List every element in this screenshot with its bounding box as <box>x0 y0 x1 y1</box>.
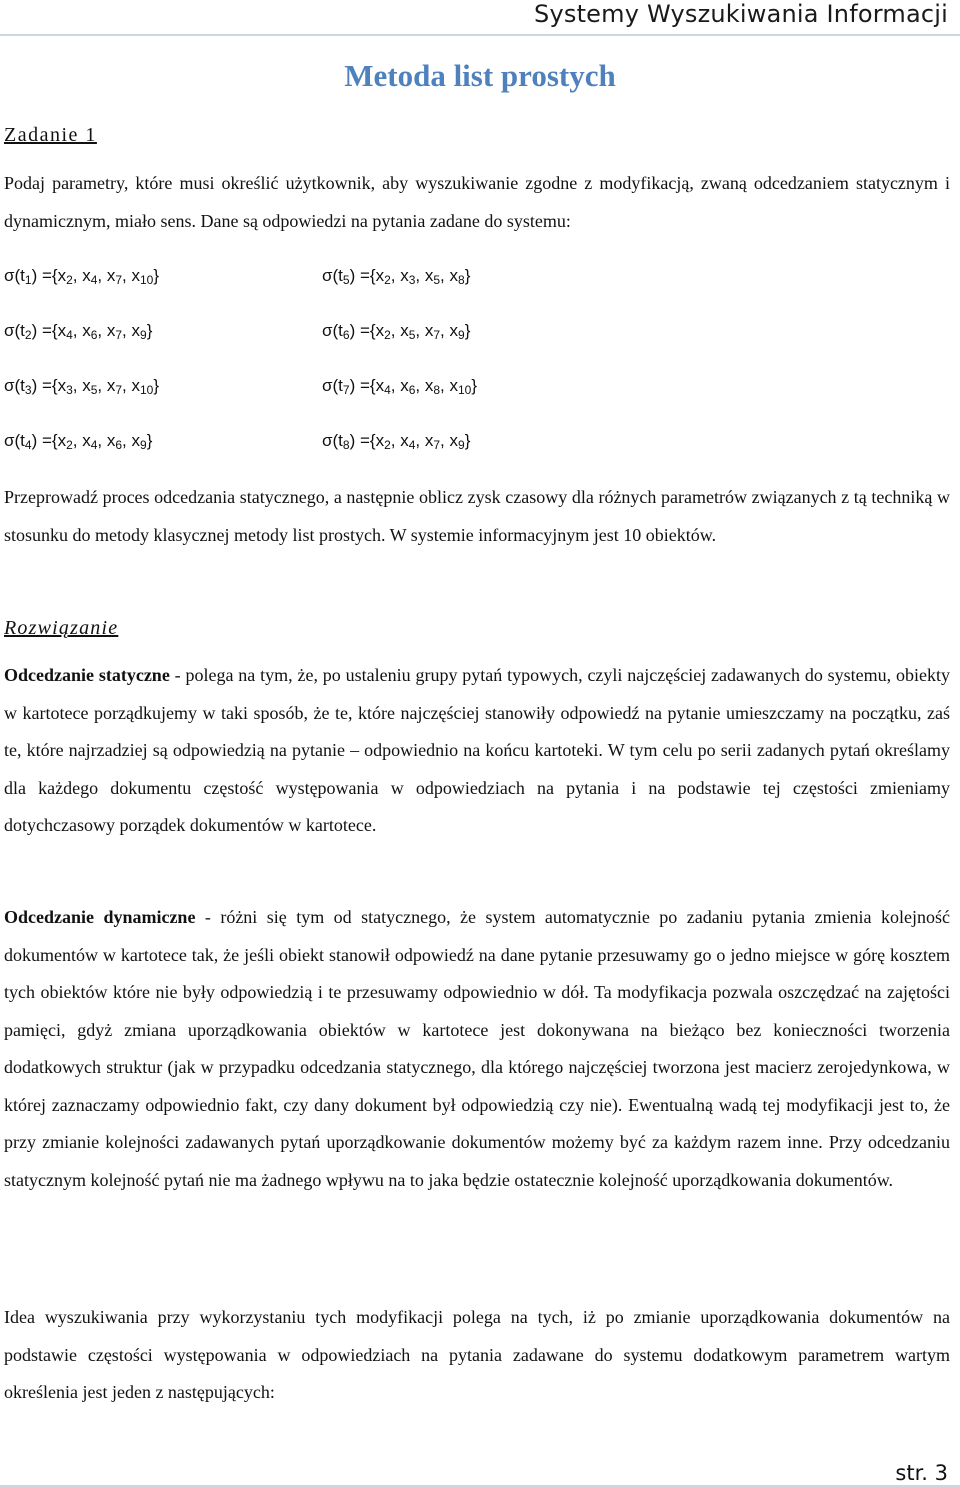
static-paragraph <box>4 657 950 845</box>
query-index: 8 <box>342 438 350 452</box>
query-index: 6 <box>342 328 350 342</box>
query-index: 7 <box>342 383 350 397</box>
query-index: 3 <box>24 383 32 397</box>
document-index: 7 <box>433 438 441 452</box>
document-index: 4 <box>408 438 416 452</box>
document-index: 3 <box>66 383 73 397</box>
answer-set: $\sigma(t_2) =\{x_4$, $x_6$, $x_7$, $x_9$} <box>4 321 153 342</box>
query-index: 4 <box>24 438 32 452</box>
document-index: 2 <box>66 438 73 452</box>
query-index: 2 <box>24 328 32 342</box>
document-index: 4 <box>90 273 98 287</box>
document-index: 2 <box>66 273 73 287</box>
document-index: 9 <box>140 328 147 342</box>
header-divider <box>0 34 960 36</box>
intro-paragraph: Podaj parametry, które musi określić użytkownik, aby wyszukiwanie zgodne z modyfikacją, zwaną odcedzaniem statycznym i dynamicznym, miało sens. Dane są odpowiedzi na pytania zadane do systemu: <box>4 173 950 231</box>
solution-heading: Rozwiązanie <box>4 617 119 639</box>
page-number: str. 3 <box>895 1461 948 1485</box>
answer-set: $\sigma(t_4) =\{x_2$, $x_4$, $x_6$, $x_9$} <box>4 431 153 452</box>
document-index: 8 <box>433 383 441 397</box>
document-index: 4 <box>384 383 391 397</box>
document-index: 6 <box>408 383 416 397</box>
dynamic-text: - różni się tym od statycznego, że system automatycznie po zadaniu pytania zmienia kolejność dokumentów w kartotece tak, że jeśli obiekt stanowił odpowiedź na dane pytanie przesuwamy go o jedno miejsce w górę kosztem tych obiektów które nie były odpowiedzią i te przesuwamy odpowiednio w dół. Ta modyfikacja pozwala oszczędzać na zajętości pamięci, gdyż zmiana uporządkowania obiektów w kartotece jest dokonywana na bieżąco bez konieczności tworzenia dodatkowych struktur (jak w przypadku odcedzania statycznego, dla którego najczęściej tworzona jest macierz zerojedynkowa, w której zaznaczamy odpowiednio fakt, czy dany dokument był odpowiedzią czy nie). Ewentualną wadą tej modyfikacji jest to, że przy zmianie kolejności zadawanych pytań uporządkowanie dokumentów możemy być za każdym razem inne. Przy odcedzaniu statycznym kolejność pytań nie ma żadnego wpływu na to jaka będzie ostatecznie kolejność uporządkowania dokumentów. <box>4 907 950 1190</box>
document-index: 4 <box>66 328 73 342</box>
static-text: - polega na tym, że, po ustaleniu grupy pytań typowych, czyli najczęściej zadawanych do systemu, obiekty w kartotece porządkujemy w taki sposób, że te, które najczęściej stanowiły odpowiedź na pytanie umieszczamy na początku, zaś te, które najrzadziej są odpowiedzią na pytanie – odpowiednio na końcu kartoteki. W tym celu po serii zadanych pytań określamy dla każdego dokumentu częstość występowania w odpowiedziach na pytania i na podstawie tej częstości zmieniamy dotychczasowy porządek dokumentów w kartotece. <box>4 665 951 835</box>
document-index: 4 <box>90 438 98 452</box>
idea-paragraph: Idea wyszukiwania przy wykorzystaniu tych modyfikacji polega na tych, iż po zmianie uporządkowania dokumentów na podstawie częstości występowania w odpowiedziach na pytania zadawane do systemu dodatkowym parametrem wartym określenia jest jeden z następujących: <box>4 1307 950 1402</box>
document-index: 5 <box>433 273 441 287</box>
document-index: 10 <box>140 273 154 287</box>
document-index: 9 <box>458 438 465 452</box>
document-index: 6 <box>115 438 123 452</box>
document-index: 6 <box>90 328 98 342</box>
query-index: 5 <box>342 273 350 287</box>
answer-set: $\sigma(t_7) =\{x_4$, $x_6$, $x_8$, $x_{10}$} <box>322 376 478 397</box>
document-index: 7 <box>433 328 441 342</box>
document-index: 2 <box>384 273 391 287</box>
document-index: 10 <box>140 383 154 397</box>
document-index: 2 <box>384 328 391 342</box>
document-index: 9 <box>458 328 465 342</box>
answer-set: $\sigma(t_1) =\{x_2$, $x_4$, $x_7$, $x_{10}$} <box>4 266 160 287</box>
document-index: 5 <box>90 383 98 397</box>
document-index: 5 <box>408 328 416 342</box>
document-index: 3 <box>408 273 416 287</box>
document-index: 2 <box>384 438 391 452</box>
answer-set: $\sigma(t_3) =\{x_3$, $x_5$, $x_7$, $x_{10}$} <box>4 376 160 397</box>
document-index: 7 <box>115 383 123 397</box>
answer-set: $\sigma(t_6) =\{x_2$, $x_5$, $x_7$, $x_9$} <box>322 321 471 342</box>
dynamic-term: Odcedzanie dynamiczne <box>4 907 196 927</box>
document-header: Systemy Wyszukiwania Informacji <box>534 0 948 28</box>
document-index: 7 <box>115 328 123 342</box>
static-term: Odcedzanie statyczne <box>4 665 170 685</box>
dynamic-paragraph <box>4 899 950 1199</box>
query-index: 1 <box>24 273 32 287</box>
document-index: 8 <box>458 273 465 287</box>
task-heading: Zadanie 1 <box>4 124 97 146</box>
document-index: 9 <box>140 438 147 452</box>
document-index: 7 <box>115 273 123 287</box>
page-title: Metoda list prostych <box>344 58 616 93</box>
answer-set: $\sigma(t_5) =\{x_2$, $x_3$, $x_5$, $x_8$} <box>322 266 471 287</box>
task-paragraph: Przeprowadź proces odcedzania statycznego, a następnie oblicz zysk czasowy dla różnych parametrów związanych z tą techniką w stosunku do metody klasycznej metody list prostych. W systemie informacyjnym jest 10 obiektów. <box>4 487 950 545</box>
document-index: 10 <box>458 383 472 397</box>
answer-set: $\sigma(t_8) =\{x_2$, $x_4$, $x_7$, $x_9$} <box>322 431 471 452</box>
